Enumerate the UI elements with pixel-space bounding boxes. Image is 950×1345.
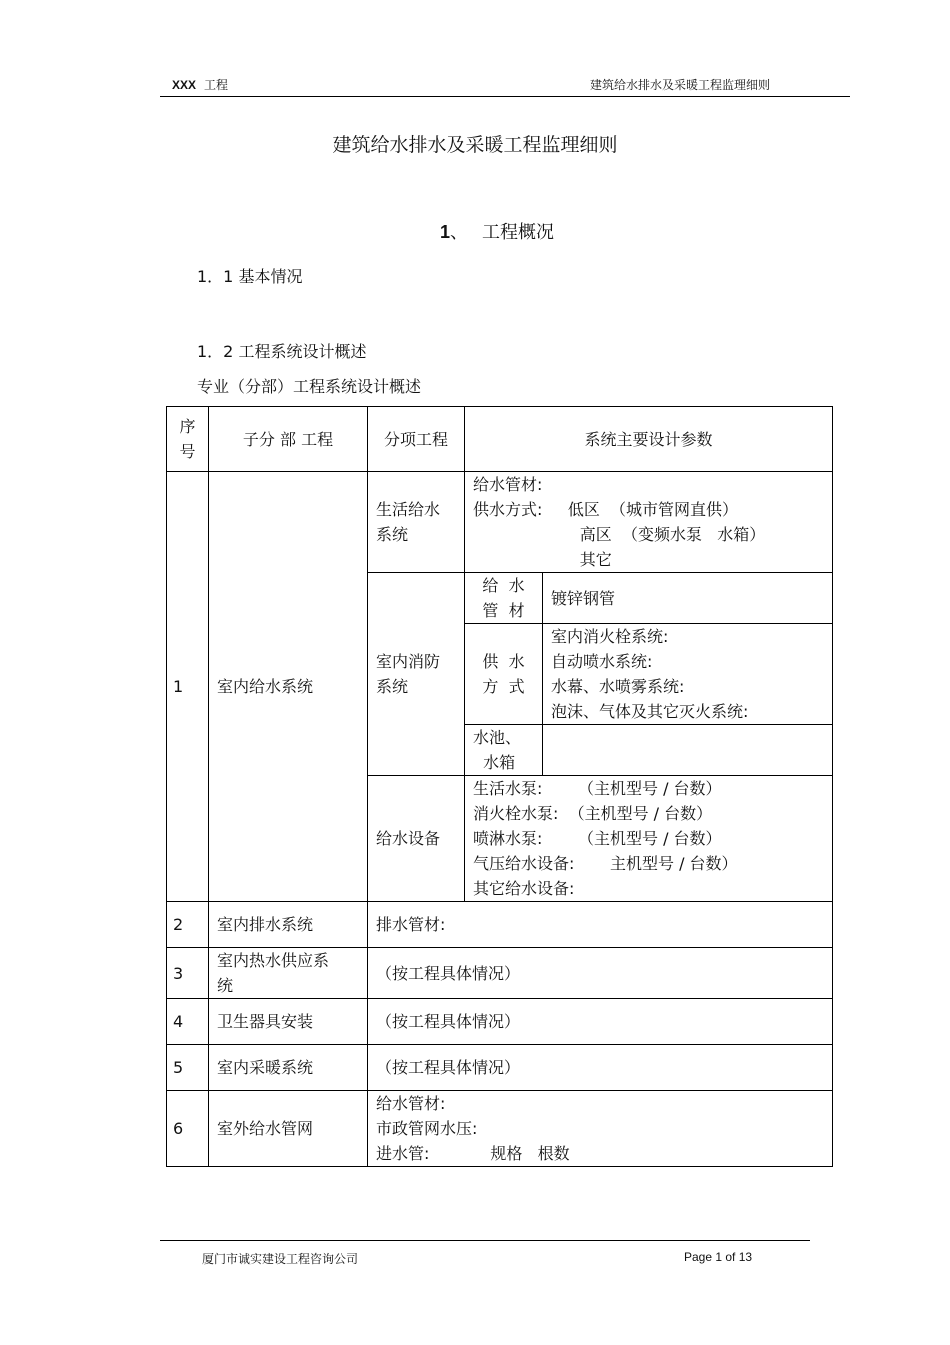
header-project-code: XXX [172,78,197,92]
table-caption: 专业（分部）工程系统设计概述 [197,377,422,396]
row1-name: 室内给水系统 [209,472,368,902]
table-row [167,902,833,948]
row6-params: 给水管材: 市政管网水压: 进水管: 规格 根数 [368,1091,833,1167]
row3-params: （按工程具体情况） [368,948,833,999]
fire-supply-value: 室内消火栓系统: 自动喷水系统: 水幕、水喷雾系统: 泡沫、气体及其它灭火系统: [543,624,833,725]
subsection-1-2: 1．2 工程系统设计概述 [197,342,367,361]
row4-name: 卫生器具安装 [209,999,368,1045]
section-separator: 、 [450,222,469,243]
fire-supply-label: 供 水 方 式 [465,624,543,725]
fire-pipe-value: 镀锌钢管 [543,573,833,624]
equipment-params: 生活水泵: （主机型号 / 台数） 消火栓水泵: （主机型号 / 台数） 喷淋水泵: （主机型号 / 台数） 气压给水设备: 主机型号 / 台数） 其它给水设备: [465,776,833,902]
table-row [167,999,833,1045]
design-overview-table [166,406,833,1167]
table-row [167,948,833,999]
footer-page-number: Page 1 of 13 [684,1250,753,1264]
row2-params: 排水管材: [368,902,833,948]
row4-seq: 4 [167,999,209,1045]
header-project-word: 工程 [204,78,229,92]
row5-params: （按工程具体情况） [368,1045,833,1091]
header-sub-project: 子分 部 工程 [209,407,368,472]
section-number: 1 [440,222,451,242]
row5-seq: 5 [167,1045,209,1091]
row3-name: 室内热水供应系 统 [209,948,368,999]
row2-name: 室内排水系统 [209,902,368,948]
row4-params: （按工程具体情况） [368,999,833,1045]
table-row [167,1045,833,1091]
header-project [172,76,228,93]
domestic-water-params: 给水管材: 供水方式: 低区 （城市管网直供） 高区 （变频水泵 水箱） 其它 [465,472,833,573]
header-item-project: 分项工程 [368,407,465,472]
row6-seq: 6 [167,1091,209,1167]
domestic-water-name: 生活给水 系统 [368,472,465,573]
table-row [167,472,833,573]
table-header-row [167,407,833,472]
fire-pool-label: 水池、 水箱 [465,725,543,776]
header-params: 系统主要设计参数 [465,407,833,472]
row5-name: 室内采暖系统 [209,1045,368,1091]
fire-pool-value [543,725,833,776]
section-title: 工程概况 [482,222,555,243]
row1-seq: 1 [167,472,209,902]
page-title: 建筑给水排水及采暖工程监理细则 [332,134,618,156]
header-rule [160,96,850,97]
fire-system-name: 室内消防 系统 [368,573,465,776]
equipment-name: 给水设备 [368,776,465,902]
section-heading-1 [440,218,554,244]
row2-seq: 2 [167,902,209,948]
footer-company: 厦门市诚实建设工程咨询公司 [202,1252,359,1266]
header-doc-title: 建筑给水排水及采暖工程监理细则 [590,78,771,92]
table-row [167,1091,833,1167]
row6-name: 室外给水管网 [209,1091,368,1167]
header-seq: 序 号 [167,407,209,472]
fire-pipe-label: 给 水 管 材 [465,573,543,624]
footer-rule [160,1240,810,1241]
row3-seq: 3 [167,948,209,999]
subsection-1-1: 1．1 基本情况 [197,267,303,286]
